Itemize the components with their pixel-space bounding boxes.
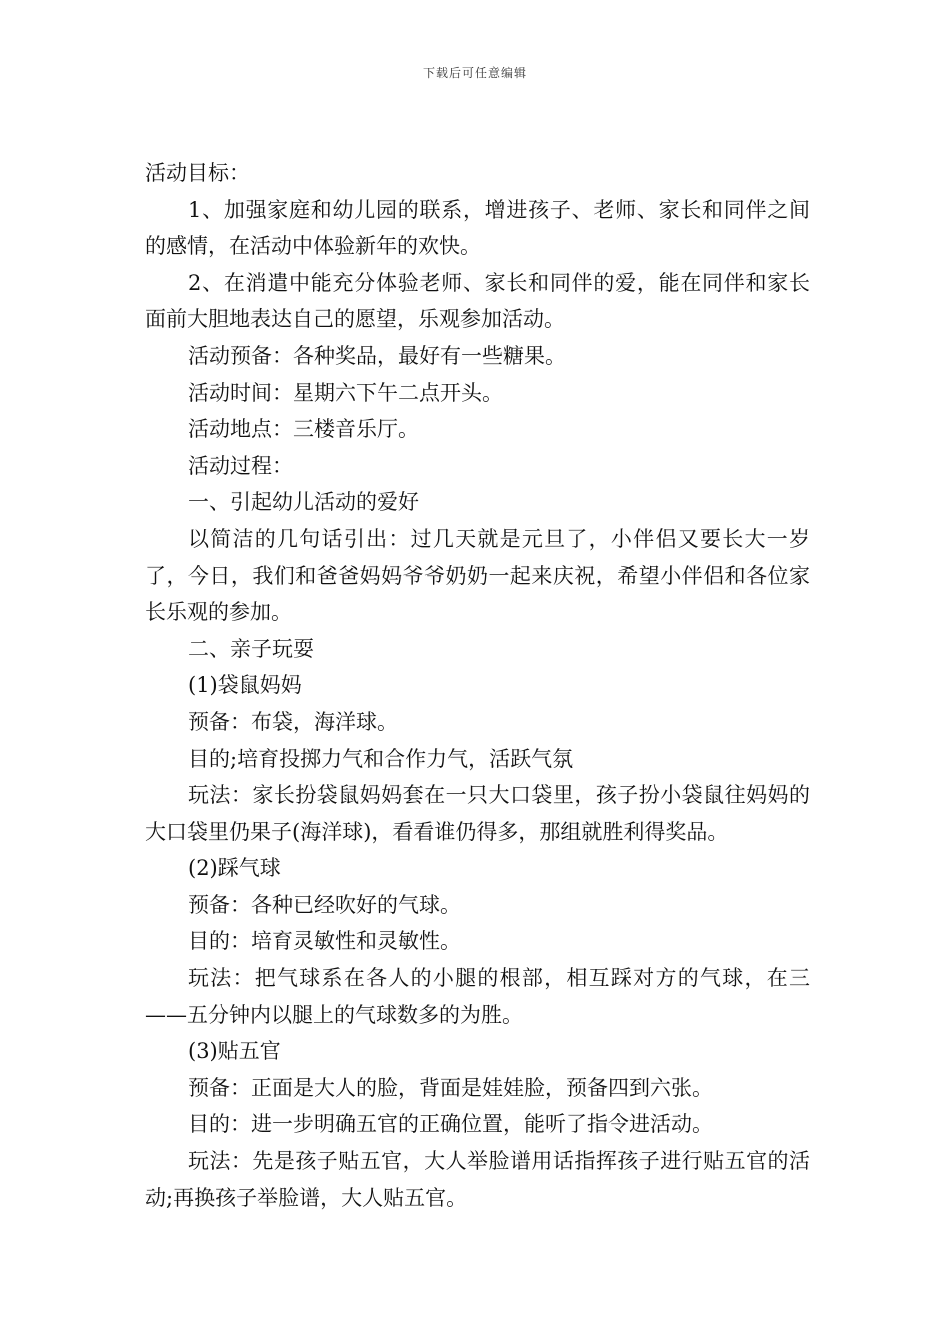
subsection-heading: (1)袋鼠妈妈 bbox=[188, 673, 302, 698]
paragraph: 2、在消遣中能充分体验老师、家长和同伴的爱，能在同伴和家长面前大胆地表达自己的愿望，乐观参加活动。 bbox=[145, 270, 810, 332]
paragraph: 活动时间：星期六下午二点开头。 bbox=[188, 380, 503, 405]
paragraph: 活动预备：各种奖品，最好有一些糖果。 bbox=[188, 343, 566, 368]
paragraph: 预备：布袋，海洋球。 bbox=[188, 709, 398, 734]
paragraph: 玩法：先是孩子贴五官，大人举脸谱用话指挥孩子进行贴五官的活动;再换孩子举脸谱，大人贴五官。 bbox=[145, 1149, 810, 1210]
section-heading: 二、亲子玩耍 bbox=[188, 636, 314, 661]
subsection-heading: (2)踩气球 bbox=[188, 856, 281, 881]
paragraph: 活动地点：三楼音乐厅。 bbox=[188, 417, 419, 442]
paragraph: 玩法：家长扮袋鼠妈妈套在一只大口袋里，孩子扮小袋鼠往妈妈的大口袋里仍果子(海洋球)，看看谁仍得多，那组就胜利得奖品。 bbox=[145, 783, 810, 844]
paragraph: 预备：正面是大人的脸，背面是娃娃脸，预备四到六张。 bbox=[188, 1075, 713, 1100]
paragraph: 预备：各种已经吹好的气球。 bbox=[188, 892, 461, 917]
paragraph: 目的：进一步明确五官的正确位置，能听了指令进活动。 bbox=[188, 1112, 713, 1137]
paragraph: 目的;培育投掷力气和合作力气，活跃气氛 bbox=[188, 746, 574, 771]
subsection-heading: (3)贴五官 bbox=[188, 1039, 281, 1064]
paragraph: 目的：培育灵敏性和灵敏性。 bbox=[188, 929, 461, 954]
section-heading: 一、引起幼儿活动的爱好 bbox=[188, 490, 419, 515]
paragraph: 玩法：把气球系在各人的小腿的根部，相互踩对方的气球，在三——五分钟内以腿上的气球数多的为胜。 bbox=[145, 966, 810, 1027]
paragraph: 活动目标： bbox=[145, 161, 250, 185]
document-body bbox=[145, 155, 810, 1216]
paragraph: 以简洁的几句话引出：过几天就是元旦了，小伴侣又要长大一岁了，今日，我们和爸爸妈妈爷爷奶奶一起来庆祝，希望小伴侣和各位家长乐观的参加。 bbox=[145, 526, 810, 625]
paragraph: 1、加强家庭和幼儿园的联系，增进孩子、老师、家长和同伴之间的感情，在活动中体验新年的欢快。 bbox=[145, 197, 810, 259]
page-header: 下载后可任意编辑 bbox=[422, 66, 527, 80]
paragraph: 活动过程： bbox=[188, 453, 293, 478]
